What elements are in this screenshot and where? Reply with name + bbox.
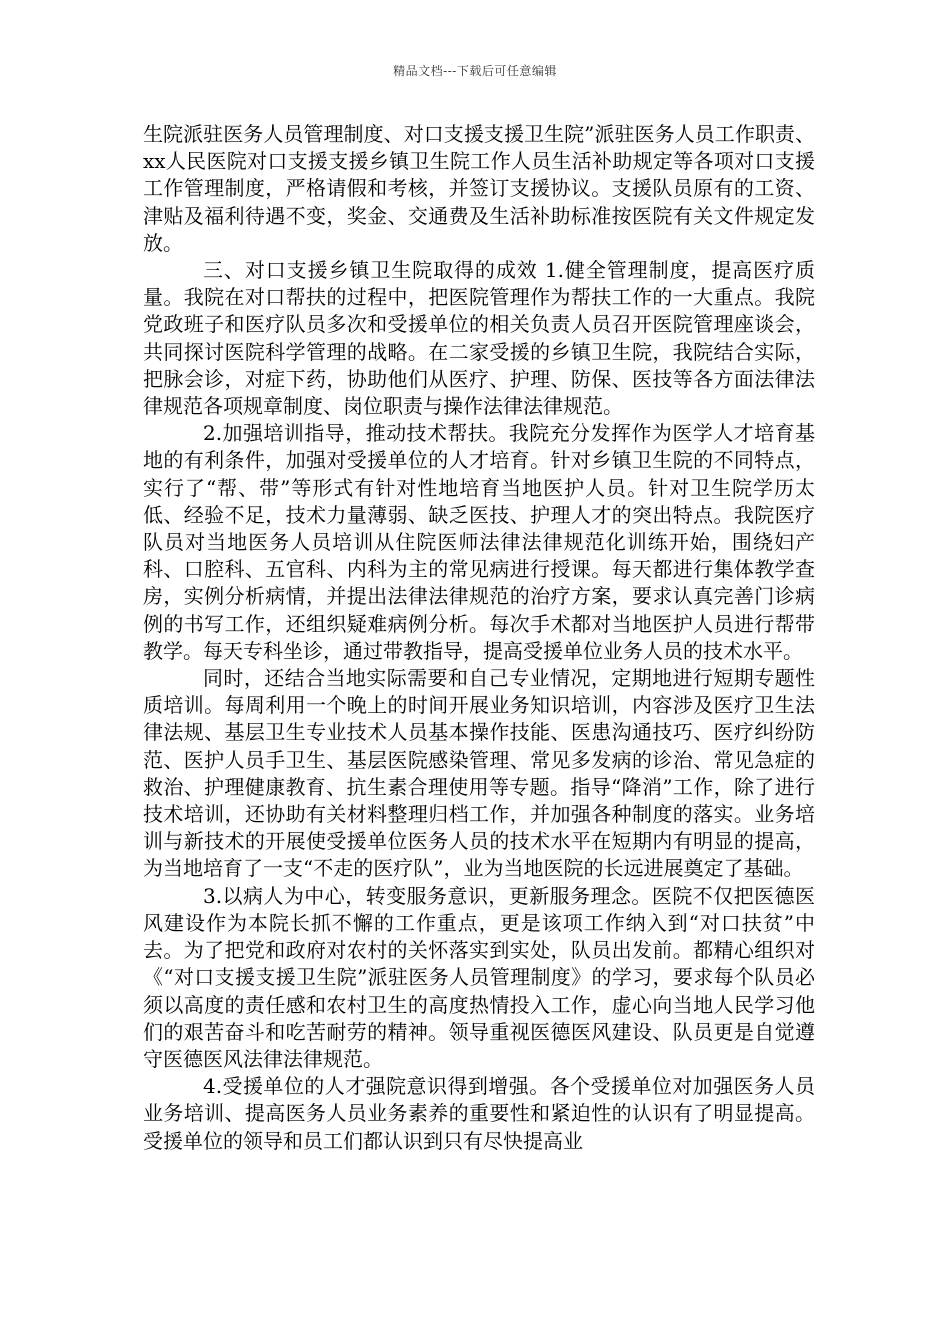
- paragraph-special-training: 同时，还结合当地实际需要和自己专业情况，定期地进行短期专题性质培训。每周利用一个晚上的时间开展业务知识培训，内容涉及医疗卫生法律法规、基层卫生专业技术人员基本操作技能、医患沟通技巧、医疗纠纷防范、医护人员手卫生、基层医院感染管理、常见多发病的诊治、常见急症的救治、护理健康教育、抗生素合理使用等专题。指导“降消”工作，除了进行技术培训，还协助有关材料整理归档工作，并加强各种制度的落实。业务培训与新技术的开展使受援单位医务人员的技术水平在短期内有明显的提高，为当地培育了一支“不走的医疗队”，业为当地医院的长远进展奠定了基础。: [143, 666, 815, 881]
- paragraph-continuation: 生院派驻医务人员管理制度、对口支援支援卫生院”派驻医务人员工作职责、xx人民医院对口支援支援乡镇卫生院工作人员生活补助规定等各项对口支援工作管理制度，严格请假和考核，并签订支援协议。支援队员原有的工资、津贴及福利待遇不变，奖金、交通费及生活补助标准按医院有关文件规定发放。: [143, 122, 815, 255]
- page-header: 精品文档---下载后可任意编辑: [393, 64, 557, 78]
- paragraph-patient-centered: 3.以病人为中心，转变服务意识，更新服务理念。医院不仅把医德医风建设作为本院长抓不懈的工作重点，更是该项工作纳入到“对口扶贫”中去。为了把党和政府对农村的关怀落实到实处，队员出发前。都精心组织对《“对口支援支援卫生院”派驻医务人员管理制度》的学习，要求每个队员必须以高度的责任感和农村卫生的高度热情投入工作，虚心向当地人民学习他们的艰苦奋斗和吃苦耐劳的精神。领导重视医德医风建设、队员更是自觉遵守医德医风法律法律规范。: [143, 883, 815, 1071]
- paragraph-training: 2.加强培训指导，推动技术帮扶。我院充分发挥作为医学人才培育基地的有利条件，加强对受援单位的人才培育。针对乡镇卫生院的不同特点，实行了“帮、带”等形式有针对性地培育当地医护人员。针对卫生院学历太低、经验不足，技术力量薄弱、缺乏医技、护理人才的突出特点。我院医疗队员对当地医务人员培训从住院医师法律法律规范化训练开始，围绕妇产科、口腔科、五官科、内科为主的常见病进行授课。每天都进行集体教学查房，实例分析病情，并提出法律法律规范的治疗方案，要求认真完善门诊病例的书写工作，还组织疑难病例分析。每次手术都对当地医护人员进行帮带教学。每天专科坐诊，通过带教指导，提高受援单位业务人员的技术水平。: [143, 421, 815, 663]
- paragraph-talent-awareness: 4.受援单位的人才强院意识得到增强。各个受援单位对加强医务人员业务培训、提高医务人员业务素养的重要性和紧迫性的认识有了明显提高。受援单位的领导和员工们都认识到只有尽快提高业: [143, 1074, 815, 1153]
- document-body: [143, 121, 815, 1155]
- paragraph-section-three: 三、对口支援乡镇卫生院取得的成效 1.健全管理制度，提高医疗质量。我院在对口帮扶的过程中，把医院管理作为帮扶工作的一大重点。我院党政班子和医疗队员多次和受援单位的相关负责人员召开医院管理座谈会，共同探讨医院科学管理的战略。在二家受援的乡镇卫生院，我院结合实际，把脉会诊，对症下药，协助他们从医疗、护理、防保、医技等各方面法律法律规范各项规章制度、岗位职责与操作法律法律规范。: [143, 258, 815, 419]
